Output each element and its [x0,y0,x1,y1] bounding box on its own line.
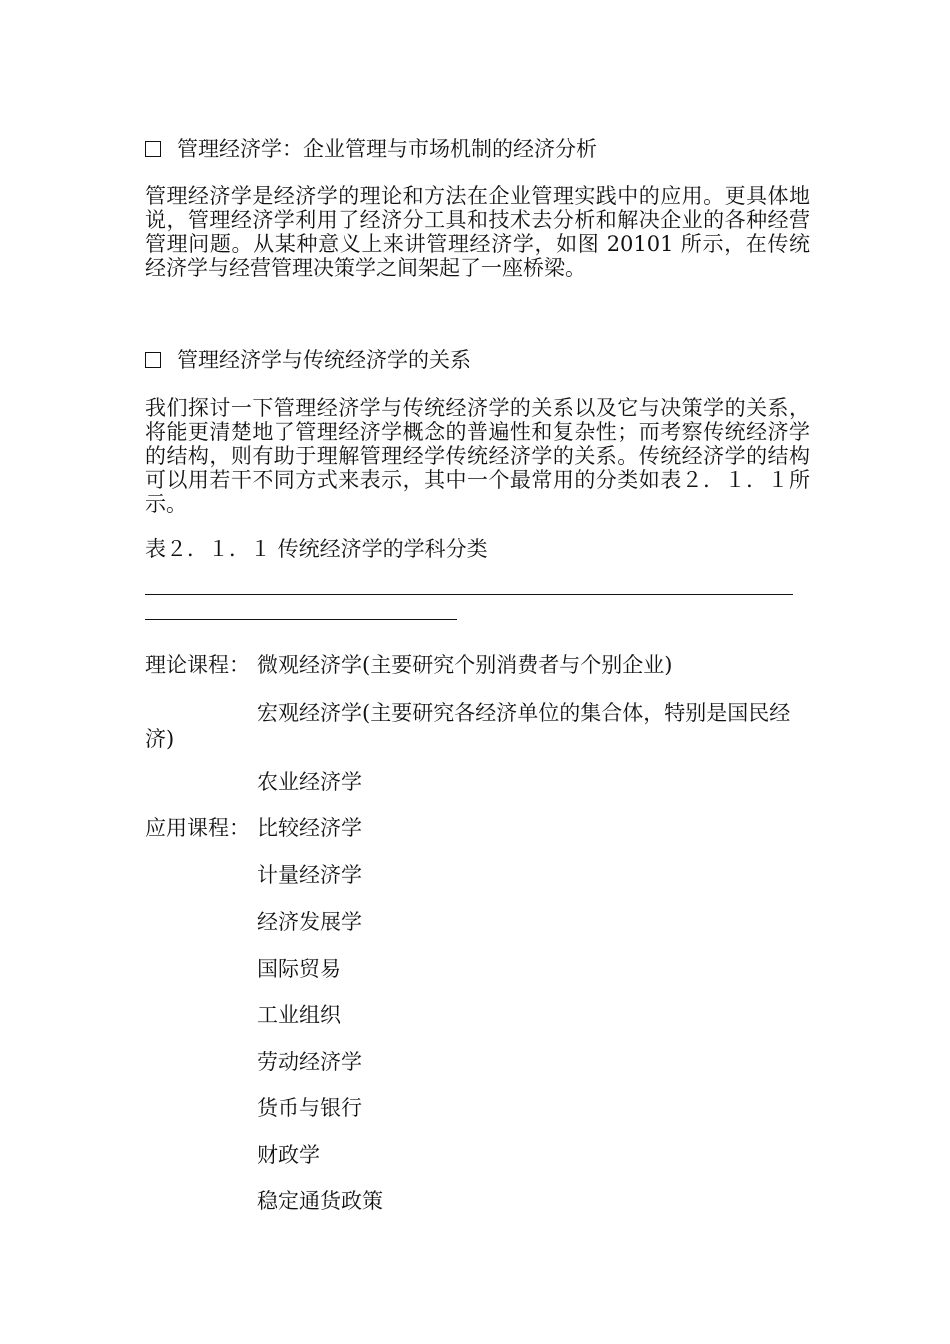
table-top-rule-2 [145,619,457,620]
table-row: 经济发展学 [257,910,362,934]
table-row: 财政学 [257,1143,320,1167]
table-row: 工业组织 [257,1003,341,1027]
list-item: 微观经济学(主要研究个别消费者与个别企业) [257,653,673,677]
section-heading-1 [145,137,597,161]
section-paragraph-1: 管理经济学是经济学的理论和方法在企业管理实践中的应用。更具体地说，管理经济学利用了经济分工具和技术去分析和解决企业的各种经营管理问题。从某种意义上来讲管理经济学，如图 20101 所示，在传统经济学与经营管理决策学之间架起了一座桥梁。 [145,184,810,280]
table-row: 稳定通货政策 [257,1189,383,1213]
section-heading-text: 管理经济学与传统经济学的关系 [177,348,471,372]
table-row [145,652,810,678]
table-row: 计量经济学 [257,863,362,887]
table-row: 农业经济学 [257,770,362,794]
applied-label: 应用课程： [145,816,250,840]
table-top-rule-1 [145,594,793,595]
section-paragraph-2: 我们探讨一下管理经济学与传统经济学的关系以及它与决策学的关系，将能更清楚地了管理经济学概念的普遍性和复杂性；而考察传统经济学的结构，则有助于理解管理经学传统经济学的关系。传统经济学的结构可以用若干不同方式来表示，其中一个最常用的分类如表２．１．１所示。 [145,396,810,516]
table-row: 劳动经济学 [257,1050,362,1074]
section-heading-2 [145,348,471,372]
checkbox-bullet-icon [145,141,161,157]
table-row: 货币与银行 [257,1096,362,1120]
table-row [145,815,810,841]
theory-label: 理论课程： [145,653,250,677]
table-row: 宏观经济学(主要研究各经济单位的集合体，特别是国民经济) [145,701,791,751]
section-heading-text: 管理经济学：企业管理与市场机制的经济分析 [177,137,597,161]
checkbox-bullet-icon [145,352,161,368]
list-item: 比较经济学 [257,816,362,840]
table-row: 国际贸易 [257,957,341,981]
table-caption: 表２．１．１ 传统经济学的学科分类 [145,537,488,561]
